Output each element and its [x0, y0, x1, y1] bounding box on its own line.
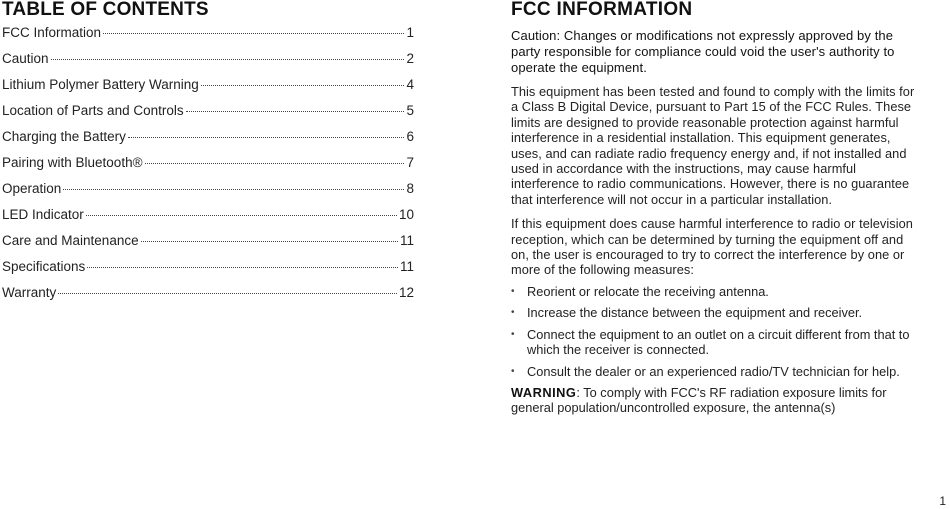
toc-leader-dots [87, 267, 398, 268]
toc-entry-operation[interactable] [2, 181, 414, 207]
list-item [511, 364, 923, 379]
toc-leader-dots [103, 33, 404, 34]
bullet-icon: • [511, 328, 515, 340]
toc-entry-page: 8 [406, 181, 414, 196]
toc-entry-label: Location of Parts and Controls [2, 103, 184, 118]
measure-text: Increase the distance between the equipment and receiver. [527, 305, 863, 321]
fcc-information-section [511, 0, 923, 416]
rf-warning-text [511, 385, 923, 416]
toc-entry-page: 2 [406, 51, 414, 66]
bullet-icon: • [511, 285, 515, 297]
toc-entry-specifications[interactable] [2, 259, 414, 285]
bullet-icon: • [511, 365, 515, 377]
toc-entry-page: 6 [406, 129, 414, 144]
table-of-contents [2, 0, 414, 311]
toc-entry-page: 11 [399, 233, 414, 248]
fcc-title: FCC INFORMATION [511, 0, 693, 20]
toc-title: TABLE OF CONTENTS [2, 0, 209, 20]
toc-entry-label: Lithium Polymer Battery Warning [2, 77, 199, 92]
toc-leader-dots [58, 293, 397, 294]
toc-entry-warranty[interactable] [2, 285, 414, 311]
toc-entry-label: Charging the Battery [2, 129, 126, 144]
toc-entry-led-indicator[interactable] [2, 207, 414, 233]
toc-entry-page: 4 [406, 77, 414, 92]
toc-leader-dots [186, 111, 405, 112]
toc-leader-dots [145, 163, 405, 164]
toc-leader-dots [141, 241, 398, 242]
bullet-icon: • [511, 307, 515, 319]
toc-entry-page: 12 [398, 285, 414, 300]
fcc-interference-paragraph: If this equipment does cause harmful interference to radio or television reception, which can be determined by turning the equipment off and on, the user is encouraged to try to correct the interference by one or more of the following measures: [511, 216, 913, 278]
toc-leader-dots [63, 189, 404, 190]
fcc-compliance-paragraph: This equipment has been tested and found to comply with the limits for a Class B Digital Device, pursuant to Part 15 of the FCC Rules. These limits are designed to provide reasonable protection against harmful interference in a residential installation. This equipment generates, uses, and can radiate radio frequency energy and, if not installed and used in accordance with the instructions, may cause harmful interference to radio communications. However, there is no guarantee that interference will not occur in a particular installation. [511, 84, 915, 207]
list-item [511, 305, 923, 320]
toc-entry-page: 5 [406, 103, 414, 118]
measure-text: Consult the dealer or an experienced radio/TV technician for help. [527, 363, 900, 379]
toc-entry-charging[interactable] [2, 129, 414, 155]
measure-text: Reorient or relocate the receiving antenna. [527, 283, 769, 299]
toc-entry-label: Specifications [2, 259, 86, 274]
list-item [511, 327, 923, 358]
toc-entry-parts-and-controls[interactable] [2, 103, 414, 129]
toc-entry-label: Operation [2, 181, 62, 196]
toc-list [2, 25, 414, 311]
toc-entry-label: Caution [2, 51, 49, 66]
measure-text: Connect the equipment to an outlet on a circuit different from that to which the receiver is connected. [527, 326, 910, 358]
page-number: 1 [939, 494, 946, 508]
toc-leader-dots [86, 215, 397, 216]
list-item [511, 284, 923, 299]
interference-measures-list [511, 284, 923, 379]
toc-entry-label: Warranty [2, 285, 57, 300]
toc-entry-page: 11 [399, 259, 414, 274]
toc-entry-page: 1 [406, 25, 414, 40]
toc-entry-label: Care and Maintenance [2, 233, 139, 248]
toc-entry-fcc-information[interactable] [2, 25, 414, 51]
toc-entry-bluetooth-pairing[interactable] [2, 155, 414, 181]
fcc-caution-text: Caution: Changes or modifications not expressly approved by the party responsible for compliance could void the user's authority to operate the equipment. [511, 28, 895, 75]
toc-entry-page: 7 [406, 155, 414, 170]
toc-entry-label: FCC Information [2, 25, 102, 40]
warning-label: WARNING [511, 384, 577, 400]
toc-entry-battery-warning[interactable] [2, 77, 414, 103]
toc-leader-dots [201, 85, 405, 86]
toc-entry-caution[interactable] [2, 51, 414, 77]
warning-body: : To comply with FCC's RF radiation exposure limits for general population/uncontrolled exposure, the antenna(s) [511, 384, 887, 416]
toc-entry-care-maintenance[interactable] [2, 233, 414, 259]
toc-entry-page: 10 [398, 207, 414, 222]
toc-leader-dots [128, 137, 405, 138]
toc-leader-dots [51, 59, 405, 60]
toc-entry-label: Pairing with Bluetooth® [2, 155, 143, 170]
toc-entry-label: LED Indicator [2, 207, 84, 222]
